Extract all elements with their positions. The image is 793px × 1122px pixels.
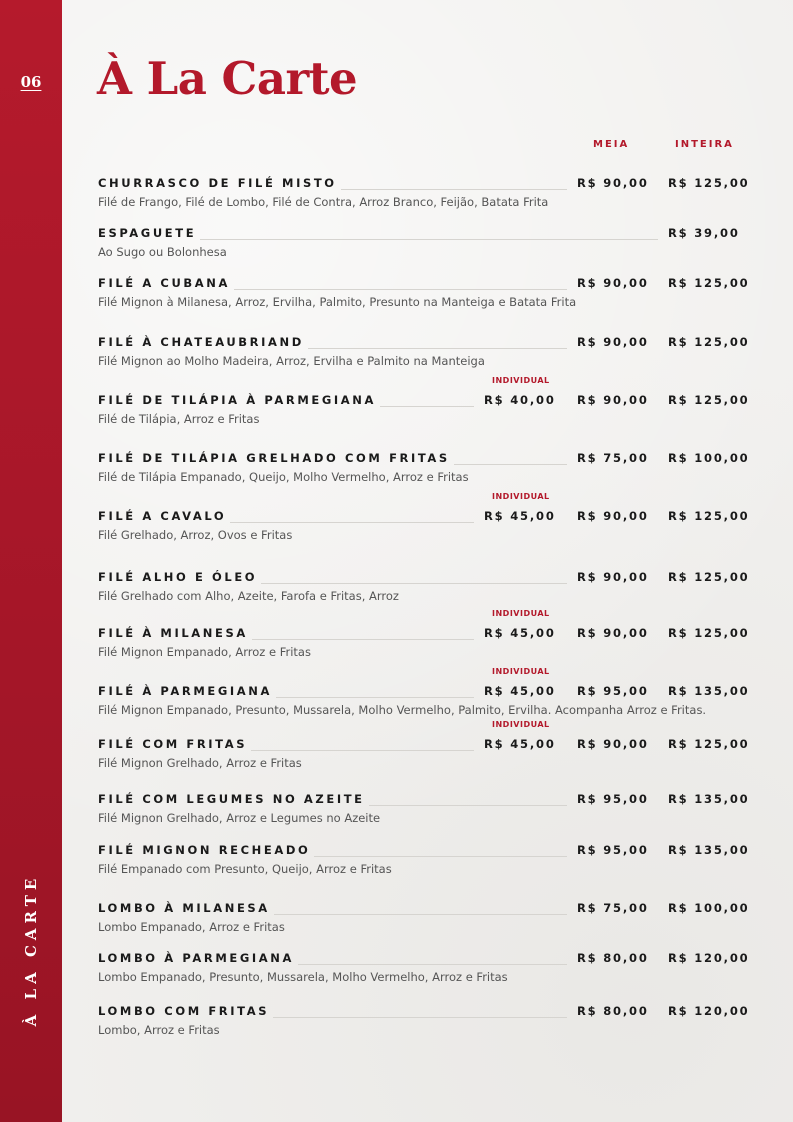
price-inteira: R$ 125,00 — [668, 335, 750, 349]
price-inteira: R$ 100,00 — [668, 901, 750, 915]
menu-item-description: Filé Mignon Grelhado, Arroz e Fritas — [98, 756, 302, 770]
leader-line — [230, 522, 474, 523]
price-individual: R$ 45,00 — [484, 684, 556, 698]
column-header-inteira: INTEIRA — [675, 139, 734, 150]
menu-item-description: Filé de Frango, Filé de Lombo, Filé de Contra, Arroz Branco, Feijão, Batata Frita — [98, 195, 549, 209]
price-meia: R$ 75,00 — [577, 451, 649, 465]
price-meia: R$ 90,00 — [577, 509, 649, 523]
price-meia: R$ 95,00 — [577, 684, 649, 698]
menu-item-name: FILÉ MIGNON RECHEADO — [98, 843, 311, 857]
price-individual: R$ 45,00 — [484, 626, 556, 640]
price-inteira: R$ 125,00 — [668, 570, 750, 584]
price-individual: R$ 40,00 — [484, 393, 556, 407]
side-title: À LA CARTE — [22, 873, 40, 1027]
menu-item-name: LOMBO COM FRITAS — [98, 1004, 270, 1018]
price-meia: R$ 80,00 — [577, 951, 649, 965]
menu-item-description: Lombo Empanado, Presunto, Mussarela, Molho Vermelho, Arroz e Fritas — [98, 970, 508, 984]
individual-label: INDIVIDUAL — [492, 667, 550, 676]
menu-item-description: Filé Mignon ao Molho Madeira, Arroz, Ervilha e Palmito na Manteiga — [98, 354, 485, 368]
price-individual: R$ 45,00 — [484, 509, 556, 523]
price-meia: R$ 90,00 — [577, 176, 649, 190]
menu-item-name: FILÉ A CUBANA — [98, 276, 230, 290]
price-meia: R$ 90,00 — [577, 393, 649, 407]
leader-line — [261, 583, 567, 584]
menu-item — [98, 720, 750, 777]
price-meia: R$ 80,00 — [577, 1004, 649, 1018]
menu-item-name: FILÉ DE TILÁPIA GRELHADO COM FRITAS — [98, 451, 450, 465]
individual-label: INDIVIDUAL — [492, 609, 550, 618]
individual-label: INDIVIDUAL — [492, 720, 550, 729]
menu-item — [98, 335, 748, 375]
menu-item-description: Ao Sugo ou Bolonhesa — [98, 245, 227, 259]
menu-item-name: FILÉ A CAVALO — [98, 509, 227, 523]
menu-item — [98, 609, 750, 666]
menu-item — [98, 951, 748, 991]
leader-line — [274, 914, 567, 915]
menu-item-description: Lombo, Arroz e Fritas — [98, 1023, 220, 1037]
price-inteira: R$ 125,00 — [668, 509, 750, 523]
menu-item — [98, 901, 748, 941]
menu-item-description: Filé Grelhado com Alho, Azeite, Farofa e Fritas, Arroz — [98, 589, 399, 603]
price-inteira: R$ 135,00 — [668, 792, 750, 806]
price-inteira: R$ 120,00 — [668, 951, 750, 965]
price-inteira: R$ 39,00 — [668, 226, 740, 240]
menu-item-name: FILÉ DE TILÁPIA À PARMEGIANA — [98, 393, 376, 407]
leader-line — [251, 750, 474, 751]
price-meia: R$ 90,00 — [577, 626, 649, 640]
price-inteira: R$ 125,00 — [668, 626, 750, 640]
menu-item-name: CHURRASCO DE FILÉ MISTO — [98, 176, 337, 190]
leader-line — [314, 856, 567, 857]
menu-item-name: FILÉ COM LEGUMES NO AZEITE — [98, 792, 365, 806]
menu-item-description: Filé Empanado com Presunto, Queijo, Arroz e Fritas — [98, 862, 392, 876]
menu-item-name: FILÉ ALHO E ÓLEO — [98, 570, 258, 584]
leader-line — [252, 639, 474, 640]
price-meia: R$ 95,00 — [577, 792, 649, 806]
price-meia: R$ 95,00 — [577, 843, 649, 857]
menu-item-name: FILÉ À CHATEAUBRIAND — [98, 335, 304, 349]
menu-item — [98, 843, 748, 883]
leader-line — [273, 1017, 567, 1018]
menu-item-description: Filé de Tilápia, Arroz e Fritas — [98, 412, 260, 426]
menu-item — [98, 667, 750, 724]
menu-item-name: FILÉ À MILANESA — [98, 626, 248, 640]
price-meia: R$ 90,00 — [577, 335, 649, 349]
leader-line — [234, 289, 567, 290]
price-inteira: R$ 135,00 — [668, 684, 750, 698]
leader-line — [454, 464, 567, 465]
leader-line — [380, 406, 474, 407]
menu-item — [98, 451, 748, 491]
price-inteira: R$ 120,00 — [668, 1004, 750, 1018]
price-individual: R$ 45,00 — [484, 737, 556, 751]
price-inteira: R$ 100,00 — [668, 451, 750, 465]
menu-item — [98, 176, 748, 216]
price-inteira: R$ 125,00 — [668, 393, 750, 407]
menu-item-description: Filé Mignon Empanado, Presunto, Mussarela, Molho Vermelho, Palmito, Ervilha. Acompanha Arroz e Fritas. — [98, 703, 707, 717]
individual-label: INDIVIDUAL — [492, 492, 550, 501]
column-header-meia: MEIA — [593, 139, 630, 150]
menu-item — [98, 492, 750, 549]
menu-item-description: Filé Mignon à Milanesa, Arroz, Ervilha, Palmito, Presunto na Manteiga e Batata Frita — [98, 295, 577, 309]
price-inteira: R$ 135,00 — [668, 843, 750, 857]
menu-item — [98, 376, 750, 433]
menu-item-description: Filé Mignon Grelhado, Arroz e Legumes no Azeite — [98, 811, 381, 825]
menu-item-description: Filé de Tilápia Empanado, Queijo, Molho Vermelho, Arroz e Fritas — [98, 470, 469, 484]
leader-line — [276, 697, 474, 698]
price-meia: R$ 75,00 — [577, 901, 649, 915]
menu-item — [98, 1004, 748, 1044]
price-inteira: R$ 125,00 — [668, 737, 750, 751]
page-title: À La Carte — [97, 52, 358, 105]
menu-item-name: LOMBO À PARMEGIANA — [98, 951, 294, 965]
menu-item — [98, 226, 748, 266]
price-meia: R$ 90,00 — [577, 276, 649, 290]
menu-item-name: ESPAGUETE — [98, 226, 197, 240]
leader-line — [298, 964, 567, 965]
menu-item-name: FILÉ COM FRITAS — [98, 737, 248, 751]
leader-line — [308, 348, 567, 349]
menu-item-description: Filé Grelhado, Arroz, Ovos e Fritas — [98, 528, 293, 542]
menu-item — [98, 792, 748, 832]
menu-item — [98, 570, 748, 610]
menu-item-name: FILÉ À PARMEGIANA — [98, 684, 272, 698]
leader-line — [341, 189, 567, 190]
individual-label: INDIVIDUAL — [492, 376, 550, 385]
menu-item-description: Lombo Empanado, Arroz e Fritas — [98, 920, 285, 934]
leader-line — [369, 805, 567, 806]
menu-item-description: Filé Mignon Empanado, Arroz e Fritas — [98, 645, 311, 659]
price-inteira: R$ 125,00 — [668, 276, 750, 290]
leader-line — [200, 239, 658, 240]
price-inteira: R$ 125,00 — [668, 176, 750, 190]
price-meia: R$ 90,00 — [577, 737, 649, 751]
page-number: 06 — [20, 73, 42, 91]
menu-item — [98, 276, 748, 316]
price-meia: R$ 90,00 — [577, 570, 649, 584]
sidebar-band — [0, 0, 62, 1122]
menu-item-name: LOMBO À MILANESA — [98, 901, 270, 915]
